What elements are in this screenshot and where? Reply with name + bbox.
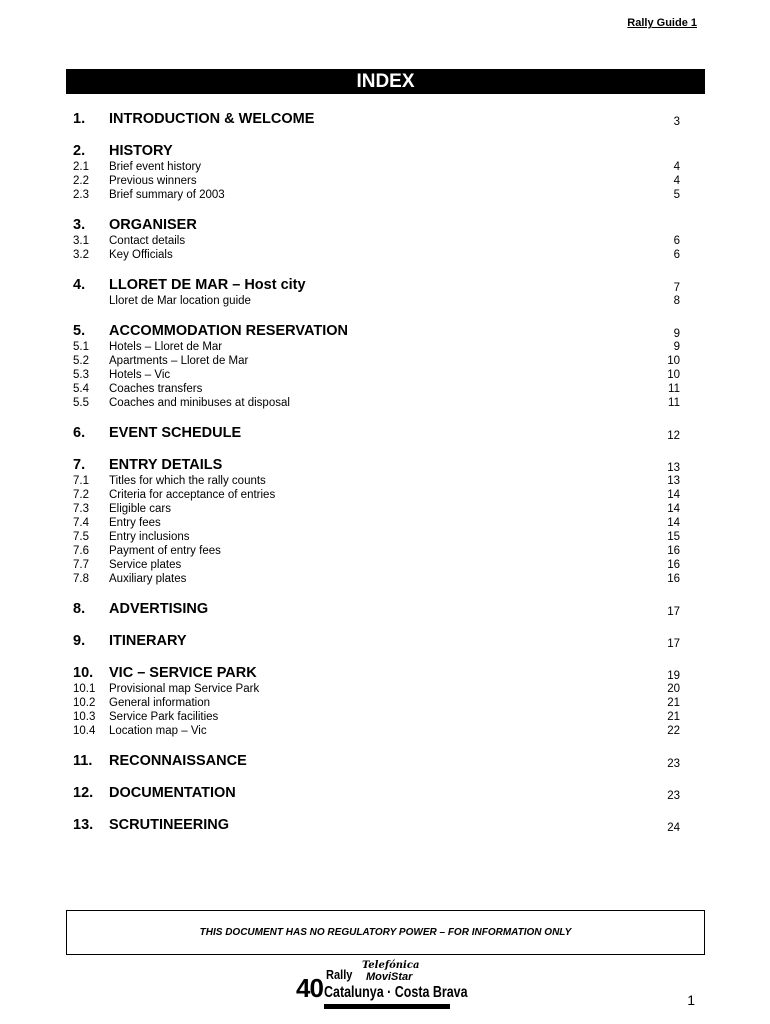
toc-page: 4 xyxy=(673,175,680,187)
toc-number: 10.3 xyxy=(73,711,96,723)
toc-sub-entry xyxy=(73,249,680,263)
toc-number: 5.1 xyxy=(73,341,89,353)
document-reference: Rally Guide 1 xyxy=(627,17,697,29)
toc-title: ADVERTISING xyxy=(109,601,209,617)
toc-sub-entry xyxy=(73,697,680,711)
toc-sub-entry xyxy=(73,503,680,517)
logo-sponsor-telefonica: Telefónica xyxy=(362,960,420,971)
logo-sponsor-movistar: MoviStar xyxy=(366,971,413,983)
toc-main-entry xyxy=(73,753,680,771)
toc-sub-entry xyxy=(73,295,680,309)
toc-title: Hotels – Lloret de Mar xyxy=(109,341,223,353)
toc-section xyxy=(73,785,680,803)
toc-section xyxy=(73,601,680,619)
index-heading: INDEX xyxy=(66,69,705,94)
toc-number: 2. xyxy=(73,143,86,159)
toc-page: 22 xyxy=(667,725,680,737)
toc-title: ENTRY DETAILS xyxy=(109,457,223,473)
toc-page: 5 xyxy=(673,189,680,201)
toc-title: RECONNAISSANCE xyxy=(109,753,247,769)
toc-section xyxy=(73,633,680,651)
toc-page: 6 xyxy=(673,235,680,247)
toc-number: 13. xyxy=(73,817,94,833)
toc-main-entry xyxy=(73,277,680,295)
toc-main-entry xyxy=(73,111,680,129)
toc-number: 5. xyxy=(73,323,86,339)
toc-title: Criteria for acceptance of entries xyxy=(109,489,276,501)
toc-title: Location map – Vic xyxy=(109,725,207,737)
toc-main-entry xyxy=(73,633,680,651)
toc-main-entry xyxy=(73,217,680,235)
disclaimer-box xyxy=(66,910,705,955)
toc-number: 7.7 xyxy=(73,559,89,571)
toc-title: Lloret de Mar location guide xyxy=(109,295,251,307)
toc-number: 6. xyxy=(73,425,86,441)
toc-title: Brief summary of 2003 xyxy=(109,189,225,201)
toc-page: 20 xyxy=(667,683,680,695)
toc-section xyxy=(73,217,680,263)
toc-number: 3. xyxy=(73,217,86,233)
toc-number: 4. xyxy=(73,277,86,293)
toc-page: 9 xyxy=(673,341,680,353)
toc-title: HISTORY xyxy=(109,143,173,159)
toc-page: 17 xyxy=(667,638,680,650)
toc-main-entry xyxy=(73,323,680,341)
toc-title: INTRODUCTION & WELCOME xyxy=(109,111,315,127)
toc-number: 10.2 xyxy=(73,697,96,709)
toc-page: 10 xyxy=(667,369,680,381)
toc-sub-entry xyxy=(73,161,680,175)
toc-number: 7.8 xyxy=(73,573,89,585)
toc-title: LLORET DE MAR – Host city xyxy=(109,277,306,293)
toc-title: DOCUMENTATION xyxy=(109,785,236,801)
toc-sub-entry xyxy=(73,489,680,503)
toc-page: 10 xyxy=(667,355,680,367)
logo-rally: Rally xyxy=(326,967,353,982)
toc-title: Service Park facilities xyxy=(109,711,219,723)
toc-page: 14 xyxy=(667,503,680,515)
toc-title: ACCOMMODATION RESERVATION xyxy=(109,323,348,339)
toc-section xyxy=(73,111,680,129)
toc-title: Auxiliary plates xyxy=(109,573,187,585)
toc-number: 1. xyxy=(73,111,86,127)
page-number: 1 xyxy=(687,992,695,1008)
toc-title: Payment of entry fees xyxy=(109,545,221,557)
toc-page: 21 xyxy=(667,697,680,709)
toc-page: 12 xyxy=(667,430,680,442)
toc-title: Provisional map Service Park xyxy=(109,683,260,695)
toc-number: 8. xyxy=(73,601,86,617)
toc-number: 3.2 xyxy=(73,249,89,261)
toc-page: 17 xyxy=(667,606,680,618)
toc-sub-entry xyxy=(73,573,680,587)
toc-page: 4 xyxy=(673,161,680,173)
toc-title: Key Officials xyxy=(109,249,173,261)
toc-page: 16 xyxy=(667,573,680,585)
toc-section xyxy=(73,817,680,835)
toc-title: Brief event history xyxy=(109,161,202,173)
toc-title: Eligible cars xyxy=(109,503,171,515)
toc-main-entry xyxy=(73,817,680,835)
toc-page: 16 xyxy=(667,545,680,557)
toc-section xyxy=(73,143,680,203)
toc-page: 14 xyxy=(667,489,680,501)
logo-event-name: Catalunya · Costa Brava xyxy=(324,984,468,1001)
disclaimer-text: THIS DOCUMENT HAS NO REGULATORY POWER – FOR INFORMATION ONLY xyxy=(199,927,572,938)
toc-sub-entry xyxy=(73,355,680,369)
toc-title: Previous winners xyxy=(109,175,197,187)
toc-page: 9 xyxy=(673,328,680,340)
toc-number: 7.6 xyxy=(73,545,89,557)
toc-page: 13 xyxy=(667,475,680,487)
toc-title: Apartments – Lloret de Mar xyxy=(109,355,249,367)
toc-page: 7 xyxy=(673,282,680,294)
toc-title: Entry fees xyxy=(109,517,161,529)
toc-title: Titles for which the rally counts xyxy=(109,475,266,487)
toc-page: 15 xyxy=(667,531,680,543)
toc-number: 3.1 xyxy=(73,235,89,247)
toc-number: 5.5 xyxy=(73,397,89,409)
logo-number: 40 xyxy=(296,973,323,1003)
toc-number: 2.3 xyxy=(73,189,89,201)
toc-title: ORGANISER xyxy=(109,217,197,233)
toc-page: 14 xyxy=(667,517,680,529)
toc-sub-entry xyxy=(73,725,680,739)
toc-page: 8 xyxy=(673,295,680,307)
toc-sub-entry xyxy=(73,235,680,249)
toc-section xyxy=(73,665,680,739)
toc-sub-entry xyxy=(73,683,680,697)
toc-sub-entry xyxy=(73,189,680,203)
toc-main-entry xyxy=(73,601,680,619)
toc-number: 7.2 xyxy=(73,489,89,501)
toc-sub-entry xyxy=(73,545,680,559)
toc-sub-entry xyxy=(73,341,680,355)
toc-title: Coaches and minibuses at disposal xyxy=(109,397,290,409)
toc-number: 5.4 xyxy=(73,383,89,395)
toc-number: 10. xyxy=(73,665,94,681)
toc-title: EVENT SCHEDULE xyxy=(109,425,242,441)
toc-page: 13 xyxy=(667,462,680,474)
toc-page: 16 xyxy=(667,559,680,571)
toc-sub-entry xyxy=(73,517,680,531)
toc-page: 6 xyxy=(673,249,680,261)
toc-number: 7.1 xyxy=(73,475,89,487)
toc-sub-entry xyxy=(73,383,680,397)
toc-main-entry xyxy=(73,665,680,683)
toc-number: 7.4 xyxy=(73,517,89,529)
toc-number: 7. xyxy=(73,457,86,473)
toc-page: 11 xyxy=(668,383,680,395)
toc-number: 9. xyxy=(73,633,86,649)
rally-logo xyxy=(296,960,468,1011)
toc-title: ITINERARY xyxy=(109,633,187,649)
toc-section xyxy=(73,277,680,309)
toc-main-entry xyxy=(73,425,680,443)
logo-strip xyxy=(324,1004,450,1009)
toc-number: 10.4 xyxy=(73,725,96,737)
toc-page: 19 xyxy=(667,670,680,682)
table-of-contents xyxy=(73,111,680,849)
toc-title: Entry inclusions xyxy=(109,531,190,543)
toc-number: 11. xyxy=(73,753,93,769)
toc-title: General information xyxy=(109,697,210,709)
toc-number: 7.5 xyxy=(73,531,89,543)
toc-sub-entry xyxy=(73,397,680,411)
toc-number: 12. xyxy=(73,785,94,801)
toc-sub-entry xyxy=(73,369,680,383)
toc-page: 11 xyxy=(668,397,680,409)
toc-sub-entry xyxy=(73,711,680,725)
toc-sub-entry xyxy=(73,175,680,189)
toc-number: 5.3 xyxy=(73,369,89,381)
toc-section xyxy=(73,425,680,443)
toc-page: 24 xyxy=(667,822,680,834)
toc-number: 5.2 xyxy=(73,355,89,367)
toc-title: Service plates xyxy=(109,559,182,571)
toc-number: 2.1 xyxy=(73,161,89,173)
toc-main-entry xyxy=(73,143,680,161)
toc-page: 3 xyxy=(673,116,680,128)
toc-number: 2.2 xyxy=(73,175,89,187)
toc-title: VIC – SERVICE PARK xyxy=(109,665,257,681)
toc-section xyxy=(73,753,680,771)
toc-title: Coaches transfers xyxy=(109,383,203,395)
toc-number: 10.1 xyxy=(73,683,96,695)
toc-section xyxy=(73,457,680,587)
toc-main-entry xyxy=(73,457,680,475)
toc-page: 23 xyxy=(667,790,680,802)
toc-sub-entry xyxy=(73,531,680,545)
toc-number: 7.3 xyxy=(73,503,89,515)
toc-title: Hotels – Vic xyxy=(109,369,171,381)
toc-page: 21 xyxy=(667,711,680,723)
toc-sub-entry xyxy=(73,475,680,489)
toc-main-entry xyxy=(73,785,680,803)
toc-section xyxy=(73,323,680,411)
toc-title: Contact details xyxy=(109,235,186,247)
toc-page: 23 xyxy=(667,758,680,770)
toc-title: SCRUTINEERING xyxy=(109,817,230,833)
toc-sub-entry xyxy=(73,559,680,573)
